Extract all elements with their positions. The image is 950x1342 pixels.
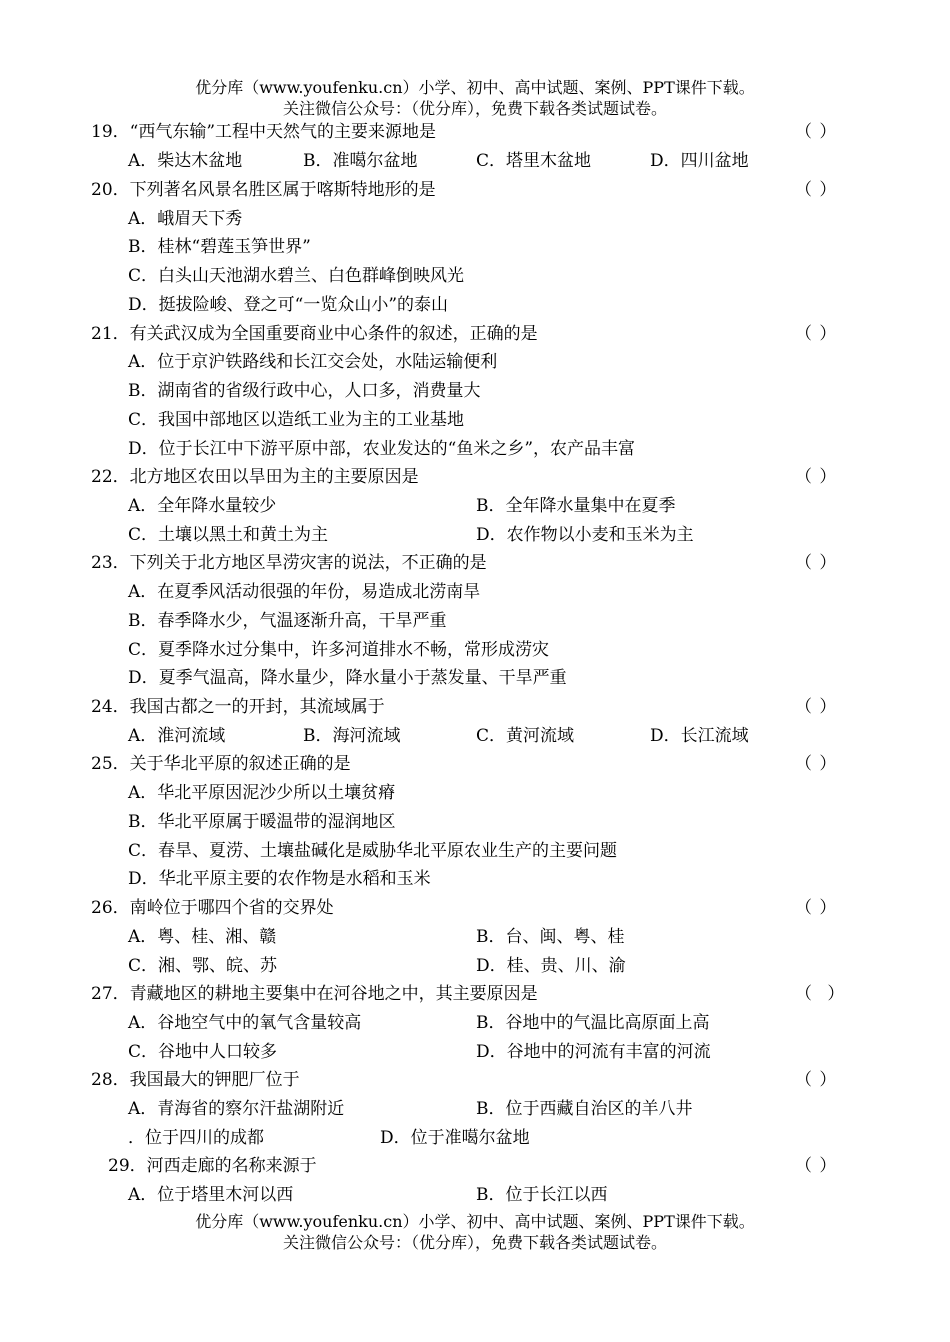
question-22-stem: 22．北方地区农田以旱田为主的主要原因是: [91, 467, 419, 487]
question-27-stem: 27．青藏地区的耕地主要集中在河谷地之中，其主要原因是: [91, 984, 538, 1004]
q20-option-c[interactable]: C．白头山天池湖水碧兰、白色群峰倒映风光: [128, 266, 465, 286]
answer-bracket-26[interactable]: （ ）: [795, 898, 838, 918]
footer-line-1: 优分库（www.youfenku.cn）小学、初中、高中试题、案例、PPT课件下载。: [195, 1212, 755, 1231]
q26-option-a[interactable]: A．粤、桂、湘、赣: [128, 927, 277, 947]
q26-option-c[interactable]: C．湘、鄂、皖、苏: [128, 956, 278, 976]
q27-option-b[interactable]: B．谷地中的气温比高原面上高: [476, 1013, 710, 1033]
q24-option-d[interactable]: D．长江流域: [650, 726, 749, 746]
q22-option-b[interactable]: B．全年降水量集中在夏季: [476, 496, 676, 516]
answer-bracket-28[interactable]: （ ）: [795, 1070, 838, 1090]
question-29-stem: 29．河西走廊的名称来源于: [108, 1156, 317, 1176]
q21-option-a[interactable]: A．位于京沪铁路线和长江交会处，水陆运输便利: [128, 352, 498, 372]
question-26-stem: 26．南岭位于哪四个省的交界处: [91, 898, 334, 918]
q21-option-b[interactable]: B．湖南省的省级行政中心，人口多，消费量大: [128, 381, 481, 401]
q20-option-a[interactable]: A．峨眉天下秀: [128, 209, 243, 229]
question-19-stem: 19．“西气东输”工程中天然气的主要来源地是: [91, 122, 437, 142]
q20-option-d[interactable]: D．挺拔险峻、登之可“一览众山小”的泰山: [128, 295, 449, 315]
answer-bracket-24[interactable]: （ ）: [795, 697, 838, 717]
answer-bracket-23[interactable]: （ ）: [795, 553, 838, 573]
question-21-stem: 21．有关武汉成为全国重要商业中心条件的叙述，正确的是: [91, 324, 538, 344]
q25-option-b[interactable]: B．华北平原属于暖温带的湿润地区: [128, 812, 396, 832]
q21-option-d[interactable]: D．位于长江中下游平原中部，农业发达的“鱼米之乡”，农产品丰富: [128, 439, 636, 459]
q25-option-c[interactable]: C．春旱、夏涝、土壤盐碱化是威胁华北平原农业生产的主要问题: [128, 841, 618, 861]
header-line-1: 优分库（www.youfenku.cn）小学、初中、高中试题、案例、PPT课件下载。: [195, 78, 755, 97]
answer-bracket-25[interactable]: （ ）: [795, 754, 838, 774]
q22-option-d[interactable]: D．农作物以小麦和玉米为主: [476, 525, 694, 545]
question-23-stem: 23．下列关于北方地区旱涝灾害的说法，不正确的是: [91, 553, 487, 573]
answer-bracket-19[interactable]: （ ）: [795, 122, 838, 142]
footer-line-2: 关注微信公众号：（优分库），免费下载各类试题试卷。: [282, 1233, 667, 1252]
q22-option-a[interactable]: A．全年降水量较少: [128, 496, 277, 516]
q22-option-c[interactable]: C．土壤以黑土和黄土为主: [128, 525, 329, 545]
q25-option-d[interactable]: D．华北平原主要的农作物是水稻和玉米: [128, 869, 431, 889]
q26-option-b[interactable]: B．台、闽、粤、桂: [476, 927, 625, 947]
q28-option-c[interactable]: ．位于四川的成都: [128, 1128, 264, 1148]
question-20-stem: 20．下列著名风景名胜区属于喀斯特地形的是: [91, 180, 436, 200]
q19-option-a[interactable]: A．柴达木盆地: [128, 151, 243, 171]
answer-bracket-27[interactable]: （ ）: [795, 984, 850, 1004]
q27-option-d[interactable]: D．谷地中的河流有丰富的河流: [476, 1042, 711, 1062]
q28-option-b[interactable]: B．位于西藏自治区的羊八井: [476, 1099, 693, 1119]
answer-bracket-21[interactable]: （ ）: [795, 324, 838, 344]
q23-option-d[interactable]: D．夏季气温高，降水量少，降水量小于蒸发量、干旱严重: [128, 668, 567, 688]
q23-option-a[interactable]: A．在夏季风活动很强的年份，易造成北涝南旱: [128, 582, 481, 602]
q19-option-c[interactable]: C．塔里木盆地: [476, 151, 592, 171]
q19-option-b[interactable]: B．准噶尔盆地: [303, 151, 418, 171]
question-25-stem: 25．关于华北平原的叙述正确的是: [91, 754, 351, 774]
answer-bracket-20[interactable]: （ ）: [795, 180, 838, 200]
q27-option-c[interactable]: C．谷地中人口较多: [128, 1042, 278, 1062]
q26-option-d[interactable]: D．桂、贵、川、渝: [476, 956, 626, 976]
answer-bracket-22[interactable]: （ ）: [795, 467, 838, 487]
answer-bracket-29[interactable]: （ ）: [795, 1156, 838, 1176]
question-24-stem: 24．我国古都之一的开封，其流域属于: [91, 697, 385, 717]
q28-option-d[interactable]: D．位于准噶尔盆地: [380, 1128, 530, 1148]
q19-option-d[interactable]: D．四川盆地: [650, 151, 749, 171]
q23-option-b[interactable]: B．春季降水少，气温逐渐升高，干旱严重: [128, 611, 447, 631]
q29-option-b[interactable]: B．位于长江以西: [476, 1185, 608, 1205]
q28-option-a[interactable]: A．青海省的察尔汗盐湖附近: [128, 1099, 345, 1119]
q23-option-c[interactable]: C．夏季降水过分集中，许多河道排水不畅，常形成涝灾: [128, 640, 550, 660]
q24-option-c[interactable]: C．黄河流域: [476, 726, 575, 746]
q27-option-a[interactable]: A．谷地空气中的氧气含量较高: [128, 1013, 362, 1033]
header-line-2: 关注微信公众号：（优分库），免费下载各类试题试卷。: [282, 99, 667, 118]
q29-option-a[interactable]: A．位于塔里木河以西: [128, 1185, 294, 1205]
question-28-stem: 28．我国最大的钾肥厂位于: [91, 1070, 300, 1090]
q24-option-b[interactable]: B．海河流域: [303, 726, 401, 746]
q24-option-a[interactable]: A．淮河流域: [128, 726, 226, 746]
q25-option-a[interactable]: A．华北平原因泥沙少所以土壤贫瘠: [128, 783, 396, 803]
q20-option-b[interactable]: B．桂林“碧莲玉笋世界”: [128, 237, 311, 257]
q21-option-c[interactable]: C．我国中部地区以造纸工业为主的工业基地: [128, 410, 465, 430]
